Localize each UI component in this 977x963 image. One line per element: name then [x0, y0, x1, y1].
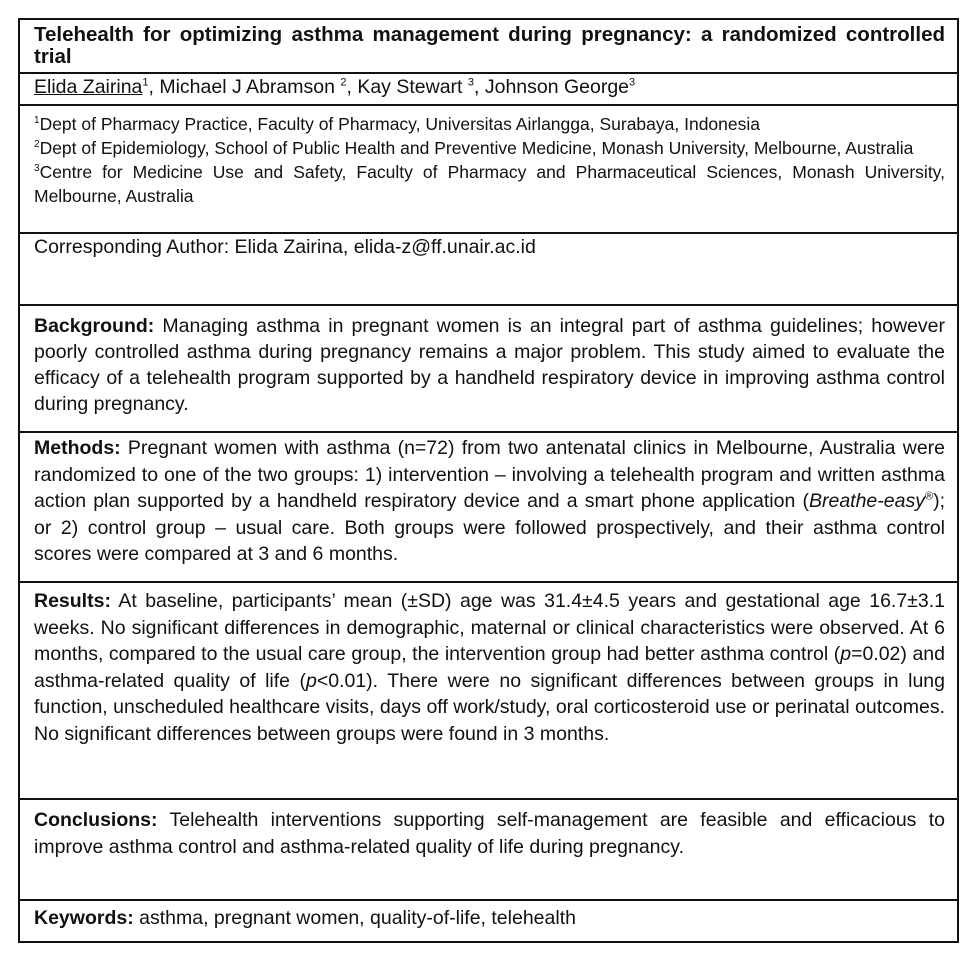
- keywords-text: asthma, pregnant women, quality-of-life, telehealth: [139, 907, 576, 929]
- section-text: <0.01). There were no significant differences between groups in lung function, unscheduled healthcare visits, days off work/study, oral corticosteroid use or perinatal outcomes. No significant differences between groups were found in 3 months.: [34, 669, 945, 745]
- author-separator: ,: [474, 76, 485, 98]
- affiliations-row: [19, 105, 958, 233]
- section-label: Background:: [34, 315, 155, 337]
- affiliation-mark: 1: [34, 115, 40, 127]
- section-label: Keywords:: [34, 907, 134, 929]
- affiliation-text: Dept of Pharmacy Practice, Faculty of Pharmacy, Universitas Airlangga, Surabaya, Indonesia: [39, 114, 760, 134]
- abstract-table: [18, 18, 959, 943]
- section-text: Pregnant women with asthma (n=72) from two antenatal clinics in Melbourne, Australia were randomized to one of the two groups: 1) intervention – involving a telehealth program and written asthma action plan supported by a handheld respiratory device and a smart phone application (: [34, 437, 946, 512]
- affiliation-list: [19, 105, 958, 233]
- section-label: Results:: [34, 590, 111, 612]
- author-separator: ,: [346, 76, 358, 98]
- section-label: Conclusions:: [34, 809, 158, 831]
- section-text: Managing asthma in pregnant women is an integral part of asthma guidelines; however poorly controlled asthma during pregnancy remains a major problem. This study aimed to evaluate the efficacy of a telehealth program supported by a handheld respiratory device in improving asthma control during pregnancy.: [34, 315, 946, 415]
- author-name: Johnson George: [484, 76, 630, 98]
- author-affiliation-mark: 2: [340, 76, 347, 89]
- affiliation-text: Centre for Medicine Use and Safety, Faculty of Pharmacy and Pharmaceutical Sciences, Monash University, Melbourne, Australia: [34, 162, 945, 206]
- affiliation-item: [34, 160, 945, 208]
- author-affiliation-mark: 3: [629, 76, 636, 89]
- conclusions-row: [19, 799, 958, 900]
- corresponding-author: Corresponding Author: Elida Zairina, elida-z@ff.unair.ac.id: [19, 233, 958, 305]
- section-text: At baseline, participants’ mean (±SD) age was 31.4±4.5 years and gestational age 16.7±3.1 weeks. No significant differences in demographic, maternal or clinical characteristics were observed. At 6 months, compared to the usual care group, the intervention group had better asthma control (: [34, 590, 945, 665]
- registered-mark: ®: [924, 490, 934, 503]
- paper-title: Telehealth for optimizing asthma management during pregnancy: a randomized controlled trial: [19, 19, 958, 73]
- background-section: [19, 305, 958, 432]
- section-label: Methods:: [34, 437, 121, 459]
- background-row: [19, 305, 958, 432]
- keywords-row: [19, 900, 958, 942]
- author-affiliation-mark: 1: [142, 76, 149, 89]
- methods-row: [19, 432, 958, 582]
- results-row: [19, 582, 958, 799]
- title-row: [19, 19, 958, 73]
- affiliation-item: [34, 136, 945, 160]
- results-section: [19, 582, 958, 799]
- authors-row: [19, 73, 958, 105]
- affiliation-text: Dept of Epidemiology, School of Public Health and Preventive Medicine, Monash University, Melbourne, Australia: [39, 138, 914, 158]
- author-name: Kay Stewart: [357, 76, 468, 98]
- p-symbol: p: [305, 669, 317, 692]
- section-text: ); or 2) control group – usual care. Both groups were followed prospectively, and their asthma control scores were compared at 3 and 6 months.: [34, 490, 945, 565]
- section-text: Telehealth interventions supporting self-management are feasible and efficacious to improve asthma control and asthma-related quality of life during pregnancy.: [34, 809, 945, 858]
- author-name: Elida Zairina: [34, 76, 143, 98]
- conclusions-section: [19, 799, 958, 900]
- methods-section: [19, 432, 958, 582]
- author-affiliation-mark: 3: [467, 76, 474, 89]
- affiliation-item: [34, 112, 945, 136]
- author-list: [19, 73, 958, 105]
- app-name: Breathe-easy: [808, 490, 925, 512]
- section-text: =0.02) and asthma-related quality of life (: [34, 643, 945, 692]
- author-separator: ,: [148, 76, 160, 98]
- corresponding-row: [19, 233, 958, 305]
- p-symbol: p: [840, 643, 852, 665]
- keywords-section: [19, 900, 958, 942]
- author-name: Michael J Abramson: [159, 76, 341, 98]
- affiliation-mark: 2: [34, 139, 40, 151]
- affiliation-mark: 3: [34, 163, 40, 175]
